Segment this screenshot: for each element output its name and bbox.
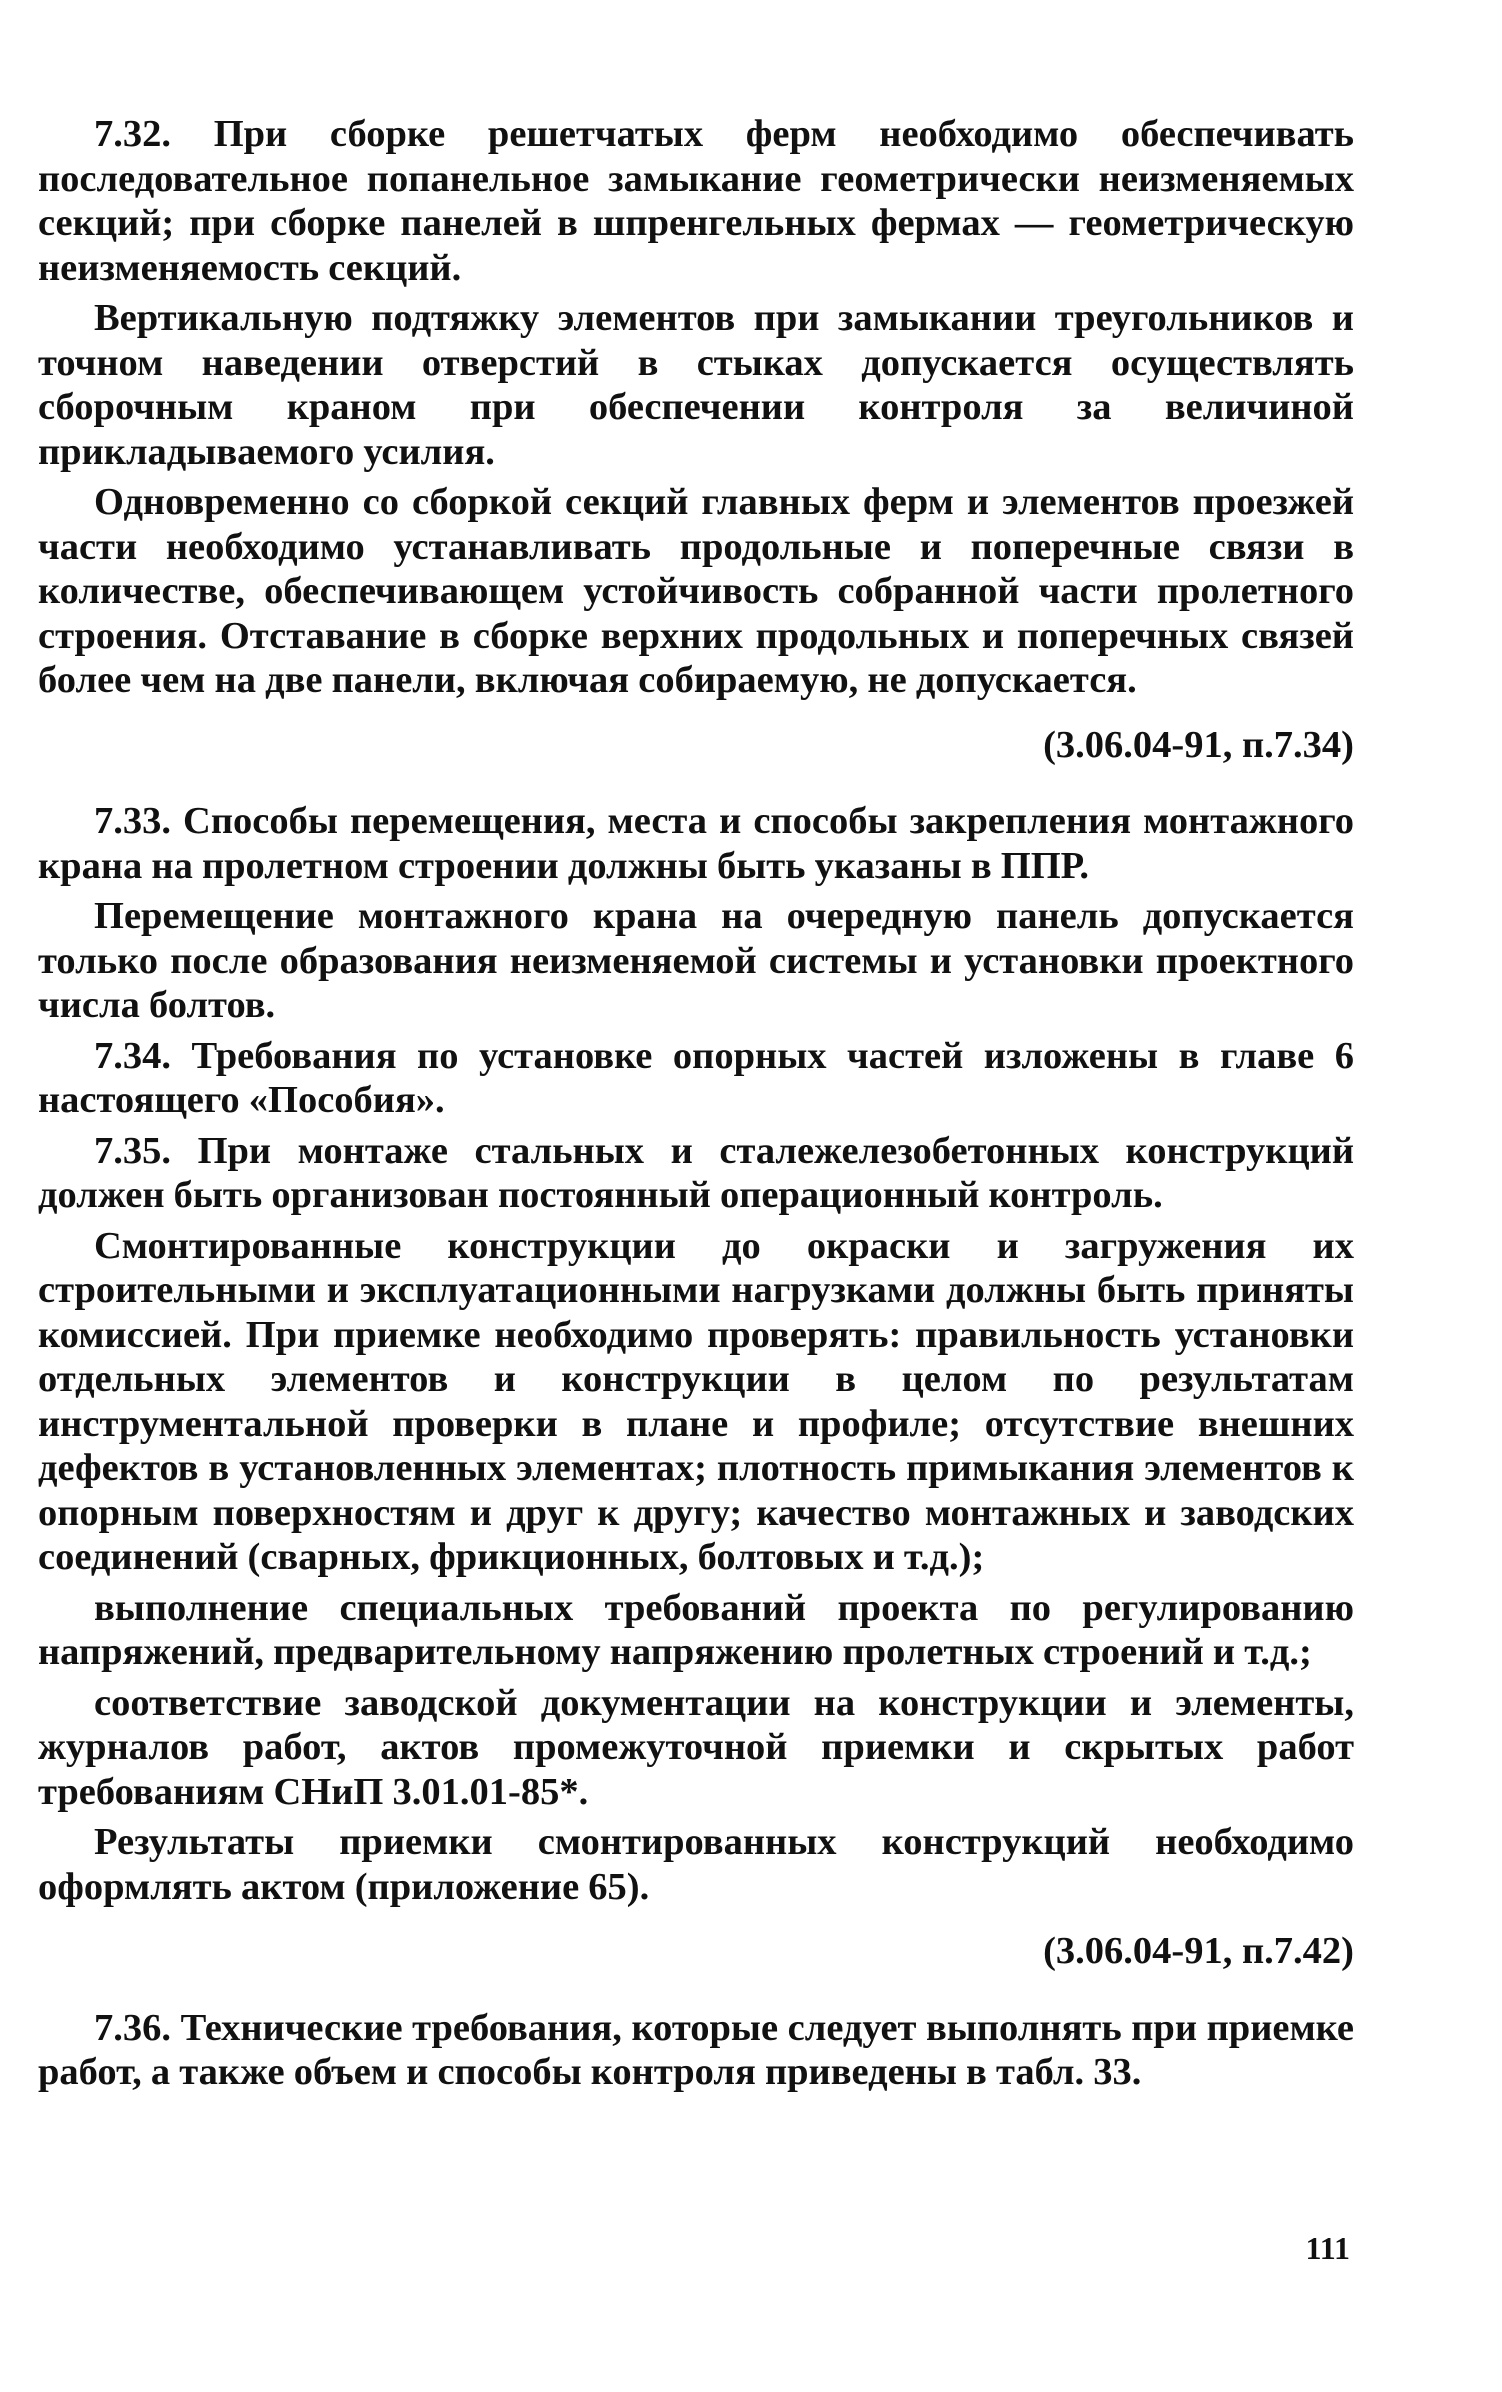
paragraph-7-36: 7.36. Технические требования, которые следует выполнять при приемке работ, а также объем и способы контроля приведены в табл. 33. bbox=[38, 2006, 1354, 2093]
paragraph-7-33: 7.33. Способы перемещения, места и способы закрепления монтажного крана на пролетном строении должны быть указаны в ППР. bbox=[38, 800, 1354, 887]
paragraph-special-requirements: выполнение специальных требований проекта по регулированию напряжений, предварительному напряжению пролетных строений и т.д.; bbox=[38, 1586, 1354, 1673]
paragraph-7-32: 7.32. При сборке решетчатых ферм необходимо обеспечивать последовательное попанельное замыкание геометрически неизменяемых секций; при сборке панелей в шпренгельных фермах — геометрическую неизменяемость секций. bbox=[38, 113, 1354, 289]
paragraph-crane-movement: Перемещение монтажного крана на очередную панель допускается только после образования неизменяемой системы и установки проектного числа болтов. bbox=[38, 895, 1354, 1026]
paragraph-7-34: 7.34. Требования по установке опорных частей изложены в главе 6 настоящего «Пособия». bbox=[38, 1034, 1354, 1121]
paragraph-acceptance-act: Результаты приемки смонтированных конструкций необходимо оформлять актом (приложение 65). bbox=[38, 1821, 1354, 1908]
reference-7-42: (3.06.04-91, п.7.42) bbox=[1043, 1930, 1354, 1972]
paragraph-vertical-tightening: Вертикальную подтяжку элементов при замыкании треугольников и точном наведении отверстий в стыках допускается осуществлять сборочным краном при обеспечении контроля за величиной прикладываемого усилия. bbox=[38, 297, 1354, 473]
reference-7-34: (3.06.04-91, п.7.34) bbox=[1043, 723, 1354, 766]
paragraph-acceptance-checks: Смонтированные конструкции до окраски и загружения их строительными и эксплуатационными нагрузками должны быть приняты комиссией. При приемке необходимо проверять: правильность установки отдельных элементов и конструкции в целом по результатам инструментальной проверки в плане и профиле; отсутствие внешних дефектов в установленных элементах; плотность примыкания элементов к опорным поверхностям и друг к другу; качество монтажных и заводских соединений (сварных, фрикционных, болтовых и т.д.); bbox=[38, 1224, 1354, 1578]
paragraph-documentation-compliance: соответствие заводской документации на конструкции и элементы, журналов работ, актов промежуточной приемки и скрытых работ требованиям СНиП 3.01.01-85*. bbox=[38, 1681, 1354, 1813]
paragraph-bracing-installation: Одновременно со сборкой секций главных ферм и элементов проезжей части необходимо устанавливать продольные и поперечные связи в количестве, обеспечивающем устойчивость собранной части пролетного строения. Отставание в сборке верхних продольных и поперечных связей более чем на две панели, включая собираемую, не допускается. bbox=[38, 481, 1354, 701]
paragraph-7-35: 7.35. При монтаже стальных и сталежелезобетонных конструкций должен быть организован постоянный операционный контроль. bbox=[38, 1129, 1354, 1216]
page-number: 111 bbox=[1305, 2230, 1350, 2266]
